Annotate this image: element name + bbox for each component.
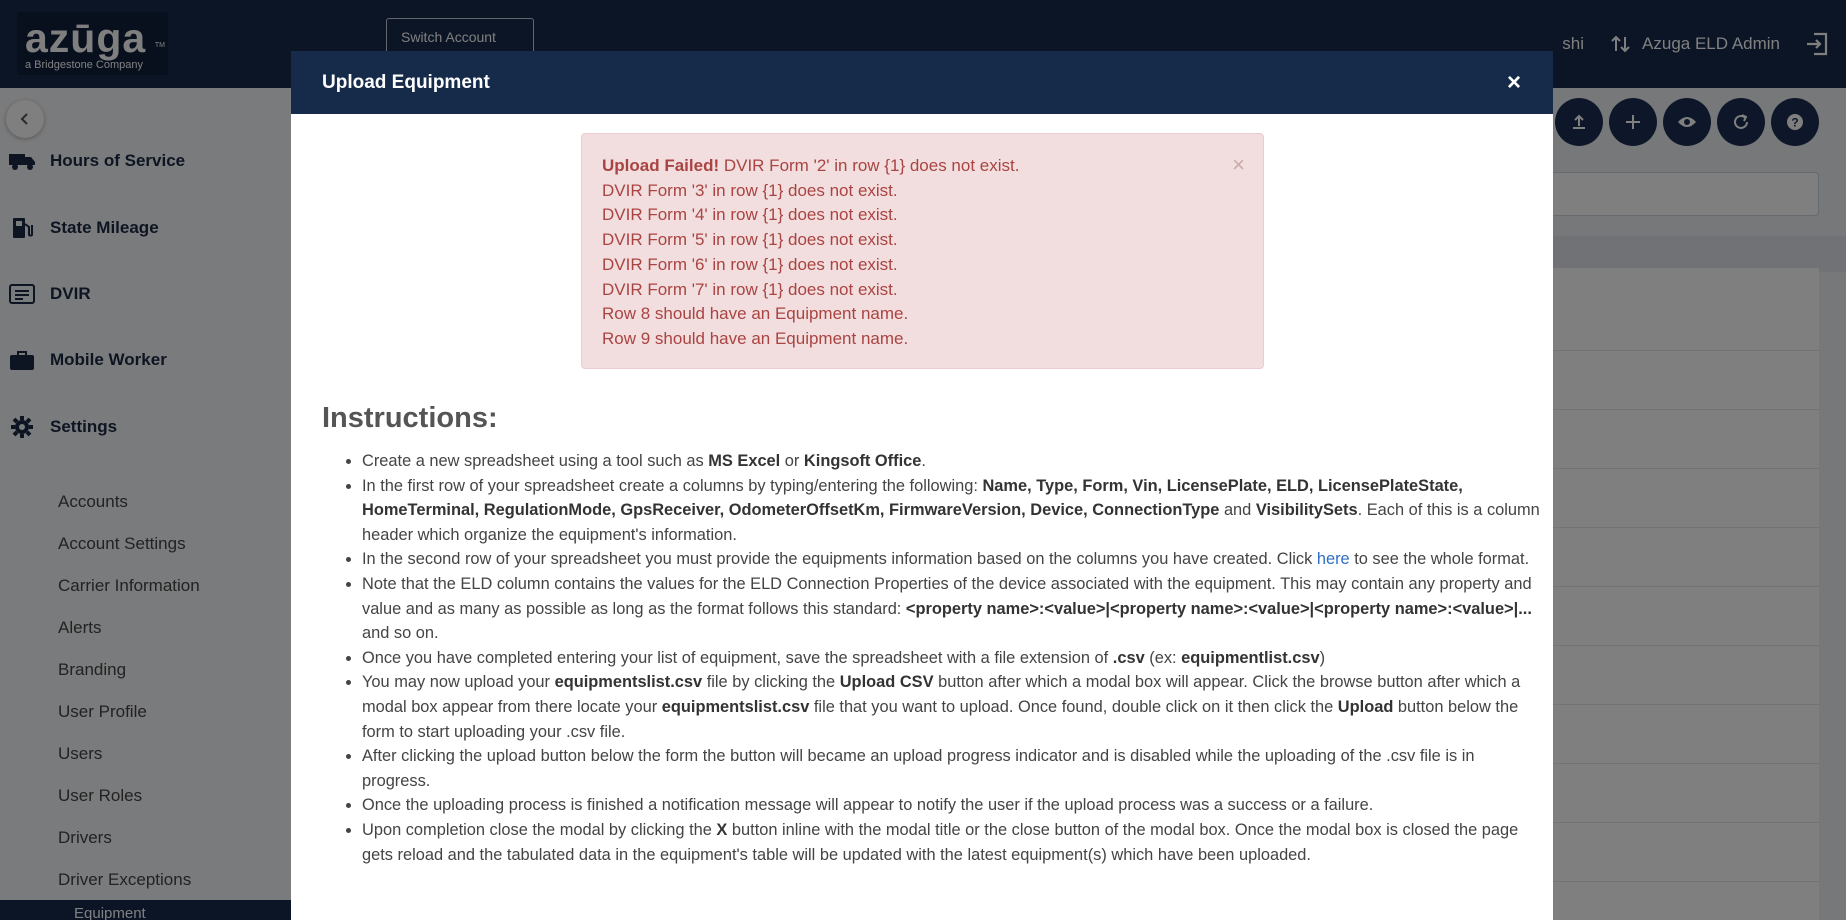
alert-message-line: DVIR Form '5' in row {1} does not exist.: [602, 230, 898, 250]
alert-message-line: DVIR Form '7' in row {1} does not exist.: [602, 279, 898, 299]
instruction-item: • You may now upload your equipmentslist.csv file by clicking the Upload CSV button after which a modal box will appear. Click the browse button after which a modal box appear from there locate your equipmentslist.csv file that you want to upload. Once found, double click on it then click the Upload button below the form to start uploading your .csv file.: [362, 670, 1542, 744]
alert-message-line: DVIR Form '4' in row {1} does not exist.: [602, 205, 898, 225]
format-help-link[interactable]: here: [1316, 550, 1350, 569]
instruction-item: • Once you have completed entering your list of equipment, save the spreadsheet with a file extension of .csv (ex: equipmentlist.csv): [362, 646, 1542, 671]
alert-message-line: DVIR Form '6' in row {1} does not exist.: [602, 254, 898, 274]
alert-message-line: Row 9 should have an Equipment name.: [602, 328, 909, 348]
upload-error-alert: [581, 133, 1264, 369]
instruction-item: • Create a new spreadsheet using a tool such as MS Excel or Kingsoft Office.: [362, 449, 1542, 474]
instruction-item: • After clicking the upload button below the form the button will became an upload progress indicator and is disabled while the uploading of the .csv file is in progress.: [362, 744, 1542, 793]
alert-message-line: [602, 154, 1243, 179]
upload-equipment-modal: [291, 51, 1553, 920]
alert-heading: Upload Failed!: [602, 156, 720, 175]
instruction-item: • Note that the ELD column contains the values for the ELD Connection Properties of the device associated with the equipment. This may contain any property and value and as many as possible as long as the format follows this standard: <property name>:<value>|<property name>:<value>|<property name>:<value>|... and so on.: [362, 572, 1542, 646]
alert-message-line: DVIR Form '3' in row {1} does not exist.: [602, 180, 898, 200]
instruction-item: • In the second row of your spreadsheet you must provide the equipments information based on the columns you have created. Click here to see the whole format.: [362, 547, 1542, 572]
modal-close-button[interactable]: ×: [1506, 68, 1521, 96]
alert-close-button[interactable]: ×: [1232, 152, 1245, 177]
alert-message-line: Row 8 should have an Equipment name.: [602, 304, 909, 324]
instruction-item: • Once the uploading process is finished a notification message will appear to notify the user if the upload process was a success or a failure.: [362, 793, 1542, 818]
instruction-item: • In the first row of your spreadsheet create a columns by typing/entering the following: Name, Type, Form, Vin, LicensePlate, ELD, LicensePlateState, HomeTerminal, RegulationMode, GpsReceiver, OdometerOffsetKm, FirmwareVersion, Device, ConnectionType and VisibilitySets. Each of this is a column header which organize the equipment's information.: [362, 474, 1542, 548]
modal-title: Upload Equipment: [322, 71, 490, 93]
modal-header: [291, 51, 1553, 114]
instruction-item: • Upon completion close the modal by clicking the X button inline with the modal title or the close button of the modal box. Once the modal box is closed the page gets reload and the tabulated data in the equipment's table will be updated with the latest equipment(s) which have been uploaded.: [362, 818, 1542, 867]
instructions-heading: Instructions:: [322, 402, 498, 434]
alert-first-message: DVIR Form '2' in row {1} does not exist.: [719, 156, 1020, 175]
instructions-list: [342, 449, 1542, 867]
